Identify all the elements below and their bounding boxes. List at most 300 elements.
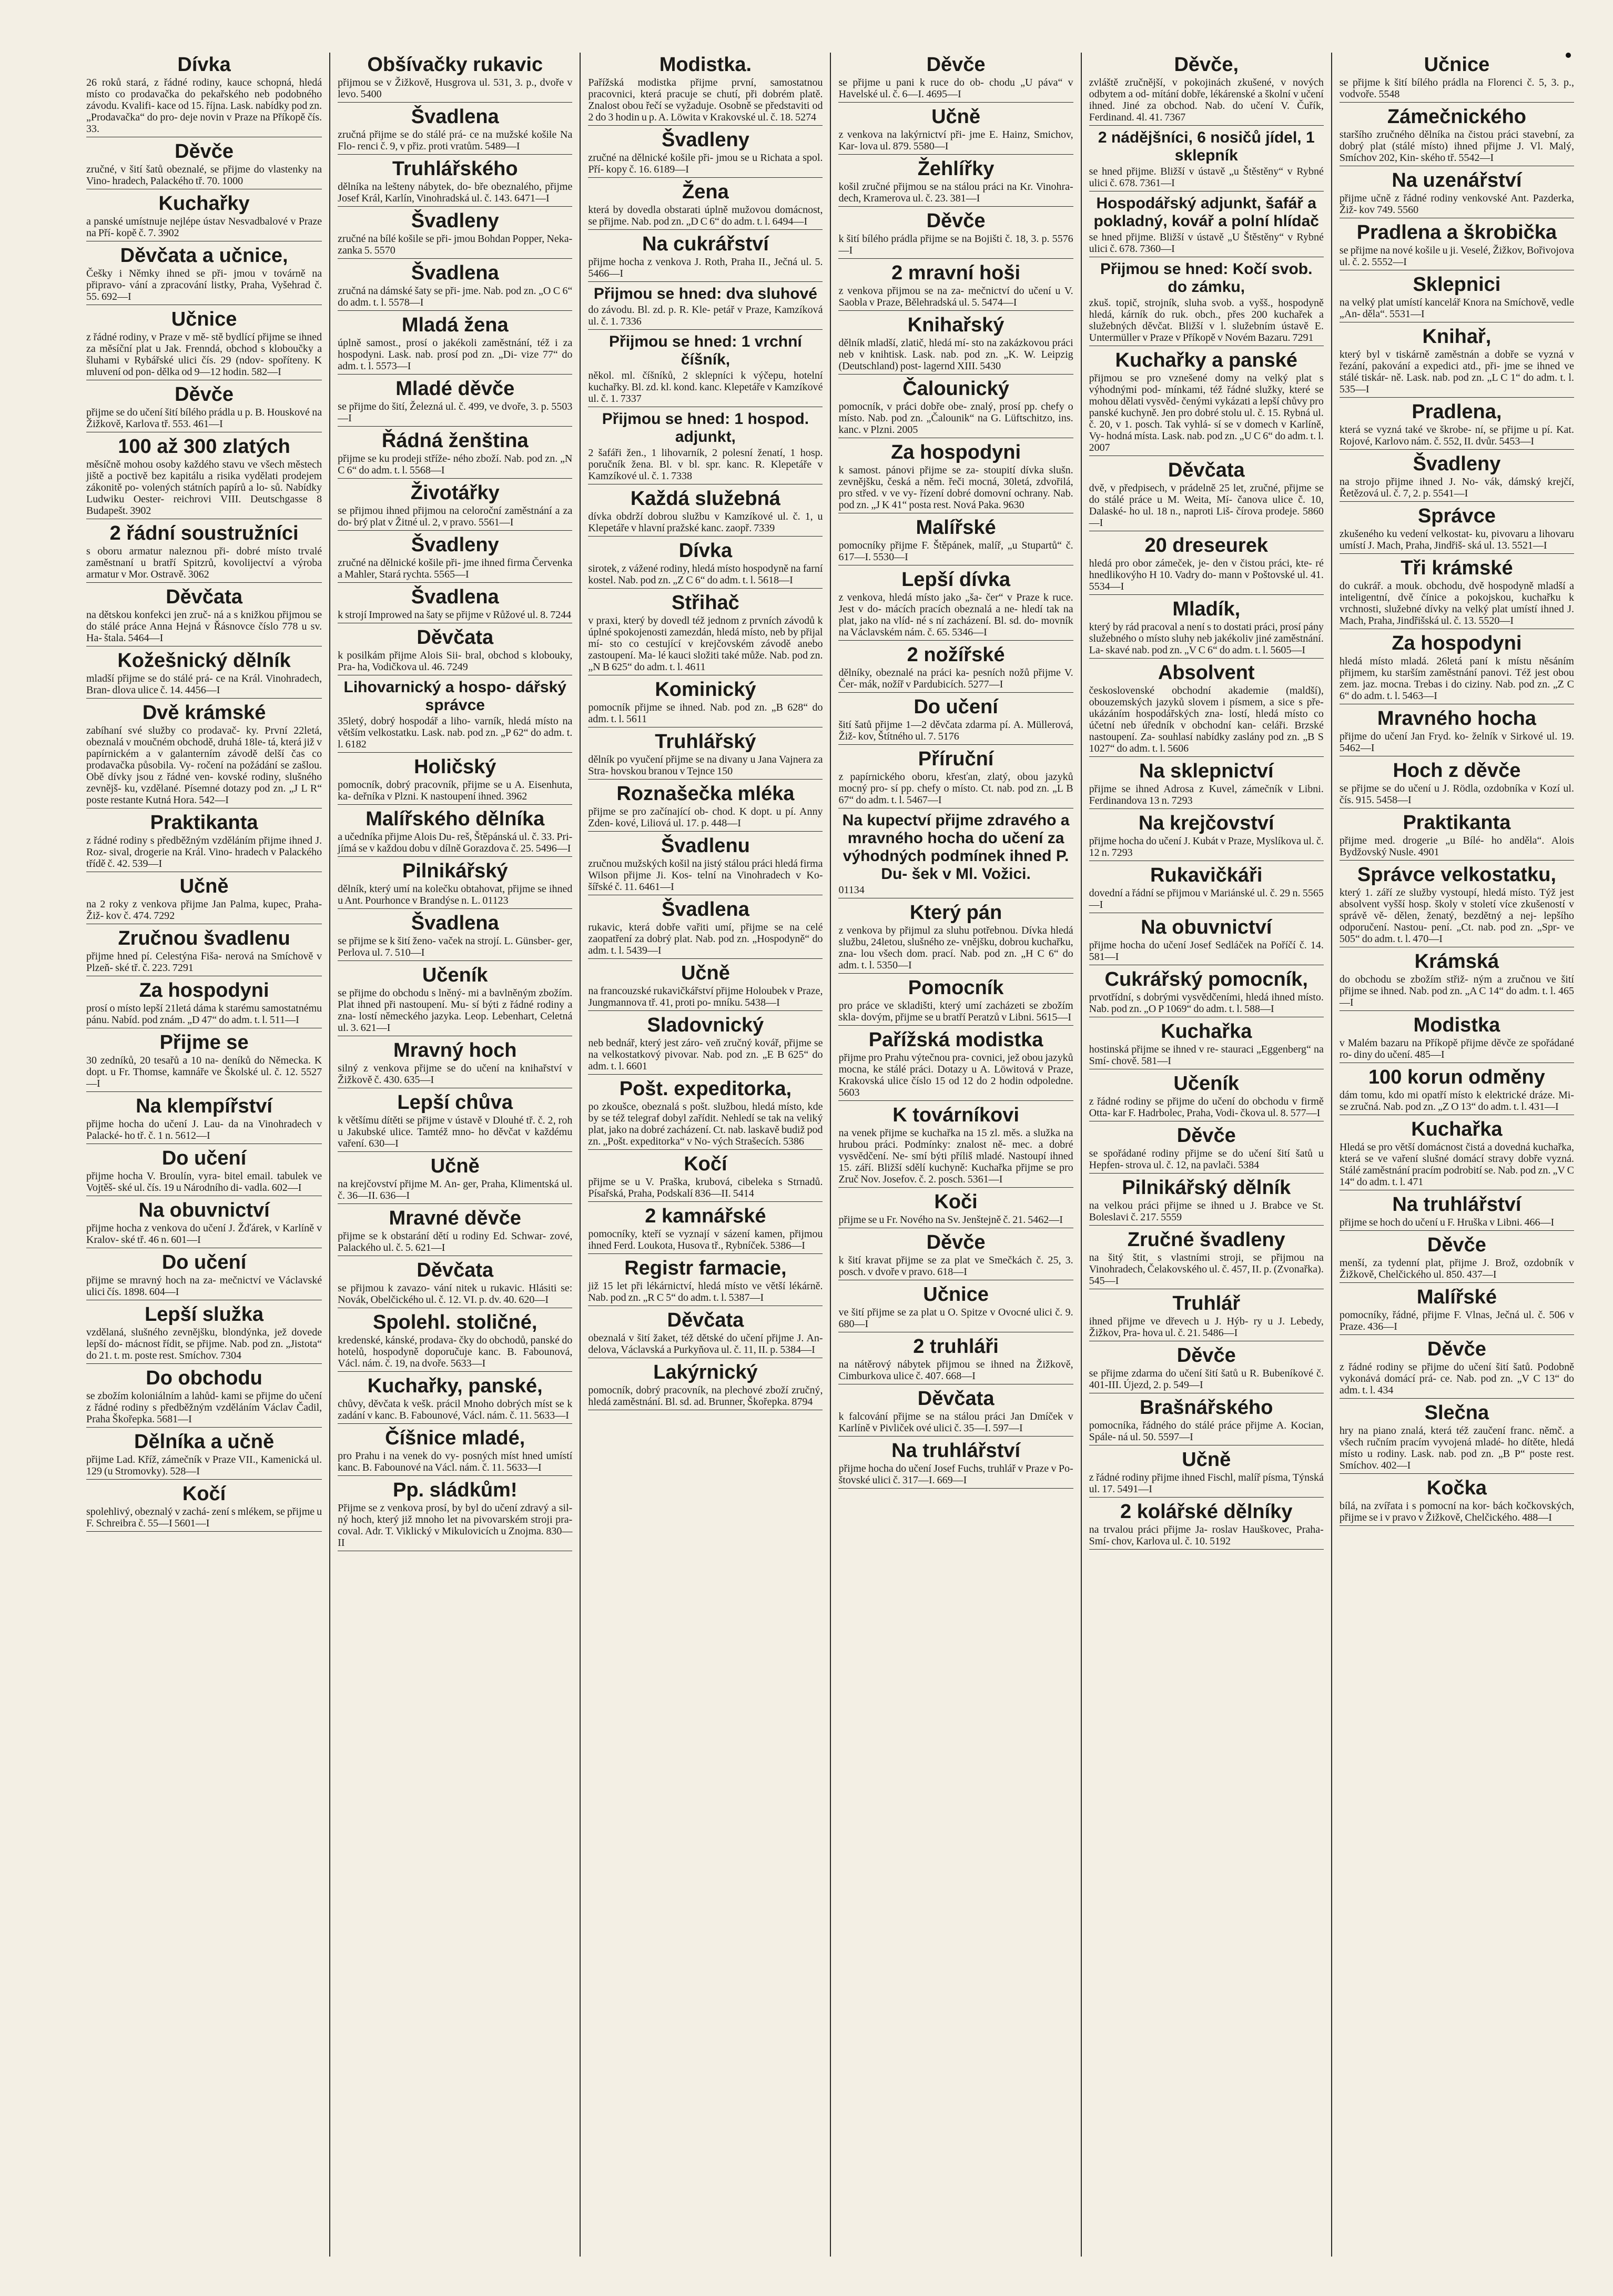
classified-ad xyxy=(588,679,823,727)
ad-body: na strojo přijme ihned J. No- vák, dámský krejčí, Řetězová ul. č. 7, 2. p. 5541—I xyxy=(1339,476,1574,499)
ad-body: pro práce ve skladišti, který umí zacházeti se zbožím skla- dovým, přijme se u bratří Peratzů v Libni. 5615—I xyxy=(838,1000,1073,1023)
classified-ad xyxy=(838,210,1073,259)
column-3 xyxy=(580,53,830,2257)
classified-ad xyxy=(1089,598,1324,659)
ad-heading: 20 dreseurek xyxy=(1144,534,1268,557)
classified-ad xyxy=(1089,1501,1324,1550)
ad-body: pomocníky, kteří se vyznají v sázení kamen, přijmou ihned Ferd. Loukota, Husova tř., Rybníček. 5386—I xyxy=(588,1228,823,1251)
ad-body: 01134 xyxy=(838,884,865,896)
classified-ad xyxy=(1340,505,1574,554)
classified-ad xyxy=(1340,1193,1574,1231)
ad-heading: Učně xyxy=(1182,1449,1231,1471)
classified-ad xyxy=(588,835,823,895)
ad-heading: Krámská xyxy=(1414,950,1499,973)
classified-ad xyxy=(338,912,572,961)
ad-body: z venkova by přijmul za sluhu potřebnou. Dívka hledá službu, 24letou, slušného ze- vnějšku, dobrou kuchařku, zna- lou všech dom. prací. Nab. pod zn. „H C 6“ do adm. t. l. 5350—I xyxy=(838,925,1073,971)
ad-body: se spořádané rodiny přijme se do učení šití šatů u Hepfen- strova ul. č. 12, na pavlači. 5384 xyxy=(1089,1148,1324,1171)
ad-body: silný z venkova přijme se do učení na knihařství v Žižkově č. 430. 635—I xyxy=(338,1063,573,1086)
classified-ad xyxy=(86,586,322,646)
ad-body: šití šatů přijme 1—2 děvčata zdarma pí. A. Müllerová, Žiž- kov, Štítného ul. 7. 5176 xyxy=(838,719,1073,742)
classified-ad xyxy=(838,812,1073,898)
ad-heading: 2 nádějšníci, 6 nosičů jídel, 1 sklepník xyxy=(1098,129,1315,164)
ad-body: přijme se u Fr. Nového na Sv. Jenštejně č. 21. 5462—I xyxy=(838,1214,1063,1226)
ad-body: hledá pro obor zámeček, je- den v čistou práci, kte- ré hnedlikovýho H 10. Vadry do- mann v Poštovské ul. 41. 5534—I xyxy=(1089,558,1324,592)
classified-ad xyxy=(588,1078,823,1150)
ad-heading: Modistka. xyxy=(659,54,752,76)
ad-heading: Truhlářského xyxy=(392,158,518,180)
classified-ad xyxy=(338,534,572,583)
ad-body: na šitý štit, s vlastními stroji, se přijmou na Vinohradech, Čelakovského ul. č. 457, II. p. (Zvonařka). 545—I xyxy=(1089,1252,1324,1287)
ad-body: 30 zedníků, 20 tesařů a 10 na- deníků do Německa. K dopt. u Fr. Thomse, kamnáře ve Školské ul. č. 12. 5527—I xyxy=(86,1055,322,1089)
classified-ad xyxy=(86,1303,322,1364)
classified-ad xyxy=(1089,1292,1324,1341)
ad-heading: Učně xyxy=(430,1155,480,1177)
ad-body: na velkou práci přijme se ihned u J. Brabce ve St. Boleslavi č. 217. 5559 xyxy=(1089,1200,1324,1223)
classified-ad xyxy=(1089,1125,1324,1174)
ad-body: dělník, který umí na kolečku obtahovat, přijme se ihned u Ant. Pourhonce v Brandýse n. L. 01123 xyxy=(338,883,573,906)
classified-ad xyxy=(338,964,572,1036)
ad-body: pomocník přijme se ihned. Nab. pod zn. „B 628“ do adm. t. l. 5611 xyxy=(588,702,823,725)
classified-ad xyxy=(588,129,823,178)
ad-body: měsíčně mohou osoby každého stavu ve všech městech jiště a poctivě bez kapitálu a risika vydělati prodejem zákonitě po- volených státních papírů a lo- sů. Nabídky Ludwiku Oester- reichrovi VIII. Deutschgasse 8 Budapešt. 3902 xyxy=(86,459,322,517)
classified-ad xyxy=(1340,54,1574,103)
ad-heading: 2 mravní hoši xyxy=(891,262,1021,284)
ad-heading: Který pán xyxy=(909,902,1002,924)
ad-body: spolehlivý, obeznalý v zachá- zení s mlékem, se přijme u F. Schreibra č. 55—I 5601—I xyxy=(86,1506,322,1529)
ad-heading: Do učení xyxy=(161,1251,247,1273)
classified-ad xyxy=(838,1388,1073,1437)
ad-heading: Na cukrářství xyxy=(642,233,769,255)
ad-heading: Mladík, xyxy=(1172,598,1241,620)
ad-body: bílá, na zvířata i s pomocní na kor- bách kočkovských, přijme se i v pravo v Žižkově, Chelčického. 488—I xyxy=(1339,1500,1574,1523)
ad-heading: Malířského dělníka xyxy=(366,808,545,830)
classified-ad xyxy=(588,783,823,832)
ad-body: dělníky, obeznalé na práci ka- pesních nožů přijme V. Čer- mák, nožíř v Pardubicích. 5277—I xyxy=(838,667,1073,690)
ad-body: košil zručné přijmou se na stálou práci na Kr. Vinohra- dech, Kramerova ul. č. 23. 381—I xyxy=(838,181,1073,204)
ad-body: pomocník, dobrý pracovník, přijme se u A. Eisenhuta, ka- deřníka v Plzni. K nastoupení ihned. 3962 xyxy=(338,779,573,802)
classified-ad xyxy=(86,1483,322,1532)
ad-heading: Děvče xyxy=(926,1231,986,1253)
classified-ad xyxy=(1089,349,1324,456)
classified-ad xyxy=(1340,1066,1574,1115)
ad-heading: Kuchařka xyxy=(1411,1118,1503,1140)
ad-body: na francouzské rukavičkářství přijme Holoubek v Praze, Jungmannova tř. 41, proti po- mníku. 5438—I xyxy=(588,985,823,1008)
ad-body: obeznalá v šití žaket, též dětské do učení přijme J. An- delova, Václavská a Purkyňova ul. č. 11, II. p. 5384—I xyxy=(588,1332,823,1356)
ad-body: zručnou mužských košil na jistý stálou práci hledá firma Wilson přijme Ji. Kos- telní na Vinohradech v Ko- šířské č. 11. 6461—I xyxy=(588,858,823,893)
classified-ad xyxy=(86,1431,322,1480)
classified-ad xyxy=(838,314,1073,375)
corner-dot-icon xyxy=(1566,53,1571,58)
classified-ad xyxy=(838,1104,1073,1188)
column-1 xyxy=(79,53,329,2257)
ad-heading: Čalounický xyxy=(902,378,1009,400)
classified-ad xyxy=(86,1147,322,1196)
ad-heading: Slečna xyxy=(1424,1402,1489,1424)
ad-heading: Sklepnici xyxy=(1413,274,1501,296)
classified-ad xyxy=(338,756,572,805)
ad-heading: Číšnice mladé, xyxy=(385,1427,525,1449)
ad-body: do závodu. Bl. zd. p. R. Kle- petář v Praze, Kamzíková ul. č. 1. 7336 xyxy=(588,304,823,327)
ad-heading: Na sklepnictví xyxy=(1139,760,1274,782)
classified-ad xyxy=(1340,1118,1574,1190)
classified-ad xyxy=(838,262,1073,311)
ad-body: z řádné rodiny se přijme do učení šití šatů. Podobně vykonává domácí prá- ce. Nab. pod zn. „V C 13“ do adm. t. l. 434 xyxy=(1339,1361,1574,1396)
ad-body: zručné na dělnické košile při- jme ihned firma Červenka a Mahler, Stará rychta. 5565—I xyxy=(338,557,573,580)
classified-ad xyxy=(588,1014,823,1075)
ad-body: a panské umístnuje nejlépe ústav Nesvadbalové v Praze na Pří- kopě č. 7. 3902 xyxy=(86,216,322,239)
classified-ad xyxy=(838,977,1073,1026)
ad-heading: Děvče xyxy=(1176,1125,1236,1147)
ad-heading: Děvče xyxy=(1176,1344,1236,1367)
ad-heading: Knihař, xyxy=(1422,326,1492,348)
ad-heading: Dělníka a učně xyxy=(134,1431,275,1453)
ad-heading: Zručnou švadlenu xyxy=(118,927,290,949)
classified-ad xyxy=(1340,1402,1574,1474)
classified-ad xyxy=(588,962,823,1011)
classified-ad xyxy=(338,482,572,531)
ad-body: přijme hocha V. Broulín, vyra- bitel email. tabulek ve Vojtěš- ské ul. čís. 19 u Národního di- vadla. 602—I xyxy=(86,1170,322,1193)
ad-body: pomocníka, řádného do stálé práce přijme A. Kocian, Spále- ná ul. 50. 5597—I xyxy=(1089,1420,1324,1443)
classified-ad xyxy=(86,875,322,924)
ad-body: staršího zručného dělníka na čistou práci stavební, za dobrý plat (stálé místo) ihned přijme J. Vl. Malý, Smíchov 202, Kin- ského tř. 5542—I xyxy=(1339,129,1574,164)
classified-ad xyxy=(588,285,823,330)
ad-body: dívka obdrží dobrou službu v Kamzíkové ul. č. 1, u Klepetáře v hlavní pražské kanc. zaopř. 7339 xyxy=(588,511,823,534)
ad-body: k šití bílého prádla přijme se na Bojišti č. 18, 3. p. 5576—I xyxy=(838,233,1073,256)
ad-heading: Děvče xyxy=(926,210,986,232)
ad-heading: Pradlena, xyxy=(1412,401,1502,423)
classified-ad xyxy=(1089,260,1324,346)
ad-heading: Na truhlářství xyxy=(891,1440,1021,1462)
ad-heading: Švadlena xyxy=(411,586,499,608)
ad-body: se přijme do obchodu s lněný- mi a bavlněným zbožím. Plat ihned při nastoupení. Mu- sí býti z řádné rodiny a zna- lostí německého jazyka. Leop. Lebenhart, Celetná ul. 3. 621—I xyxy=(338,987,573,1034)
classified-ad xyxy=(338,860,572,909)
ad-heading: Zručné švadleny xyxy=(1127,1229,1285,1251)
classified-ad xyxy=(1089,1073,1324,1121)
ad-body: dělníka na lešteny nábytek, do- bře obeznalého, přijme Josef Král, Karlín, Vinohradská ul. č. 143. 6471—I xyxy=(338,181,573,204)
classified-ad xyxy=(86,702,322,808)
classified-ad xyxy=(838,1231,1073,1280)
ad-body: se hned přijme. Bližší v ústavě „u Štěstěny“ v Rybné ulici č. 678. 7361—I xyxy=(1089,166,1324,189)
classified-ad xyxy=(838,902,1073,974)
classified-ad xyxy=(86,522,322,583)
ad-columns xyxy=(79,53,1581,2257)
ad-heading: Děvče xyxy=(175,140,234,163)
ad-body: 26 roků stará, z řádné rodiny, kauce schopná, hledá místo co prodavačka do pekařského neb podobného závodu. Kvalifi- kace od 15. října. Lask. nabídky pod zn. „Prodavačka“ do pro- deje novin v Praze na Příkopě čís. 33. xyxy=(86,77,322,135)
classified-ad xyxy=(1089,812,1324,861)
classified-ad xyxy=(588,181,823,230)
ad-heading: Kuchařka xyxy=(1161,1020,1252,1043)
ad-heading: Mladé děvče xyxy=(395,378,515,400)
ad-body: k posilkám přijme Alois Sii- bral, obchod s klobouky, Pra- ha, Vodičkova ul. 46. 7249 xyxy=(338,650,573,673)
classified-ad xyxy=(338,158,572,207)
ad-heading: Do učení xyxy=(161,1147,247,1169)
classified-ad xyxy=(338,1207,572,1256)
classified-ad xyxy=(338,314,572,375)
ad-body: na venek přijme se kuchařka na 15 zl. měs. a služka na hrubou práci. Podmínky: znalost ně- mec. a dobré vysvědčení. Ne- smí býti příliš mladé. Nastoupí ihned 15. září. Bližší sdělí kuchyně: Kuchařka přijme se pro Zruč Nov. Josefov. č. 2. posch. 5361—I xyxy=(838,1127,1073,1185)
ad-body: přijme hocha z venkova do učení J. Žďárek, v Karlíně v Kralov- ské tř. 46 n. 601—I xyxy=(86,1222,322,1246)
classified-ad xyxy=(1340,557,1574,629)
classified-ad xyxy=(1340,760,1574,808)
ad-heading: Do učení xyxy=(914,696,998,718)
ad-heading: Střihač xyxy=(671,592,739,614)
ad-heading: 2 kolářské dělníky xyxy=(1120,1501,1293,1523)
ad-body: na nátěrový nábytek přijmou se ihned na Žižkově, Cimburkova ulice č. 407. 668—I xyxy=(838,1359,1073,1382)
ad-heading: Mravné děvče xyxy=(389,1207,521,1229)
ad-body: rukavic, která dobře vařiti umí, přijme se na celé zaopatření za dobrý plat. Nab. pod zn. „Hospodyně“ do adm. t. l. 5439—I xyxy=(588,922,823,956)
classified-ad xyxy=(338,378,572,427)
classified-ad xyxy=(338,262,572,311)
classified-ad xyxy=(1340,326,1574,398)
ad-heading: Dívka xyxy=(177,54,231,76)
classified-ad xyxy=(1340,1014,1574,1063)
ad-heading: Brašnářského xyxy=(1140,1397,1273,1419)
ad-body: přijme hocha do učení J. Lau- da na Vinohradech v Palacké- ho tř. č. 1 n. 5612—I xyxy=(86,1118,322,1141)
ad-body: přijme se do učení šití bílého prádla u p. B. Houskové na Žižkově, Karlova tř. 553. 461—I xyxy=(86,407,322,430)
ad-heading: Dvě krámské xyxy=(142,702,266,724)
ad-body: z řádné rodiny přijme ihned Fischl, malíř písma, Týnská ul. 17. 5491—I xyxy=(1089,1472,1324,1495)
ad-heading: Hoch z děvče xyxy=(1393,760,1521,782)
classified-ad xyxy=(1340,453,1574,502)
ad-heading: Roznašečka mléka xyxy=(616,783,795,805)
classified-ad xyxy=(1089,1449,1324,1498)
ad-body: přijme pro Prahu výtečnou pra- covnici, jež obou jazyků mocna, ke stálé práci. Dotazy u A. Löwitová v Praze, Krakovská ulice číslo 15 od 12 do 2 hodin odpoledne. 5603 xyxy=(838,1052,1073,1098)
classified-ad xyxy=(338,1311,572,1372)
ad-body: kredenské, kánské, prodava- čky do obchodů, panské do hotelů, hospodyně doporučuje kanc. B. Fabounová, Václ. nám. č. 19, na dvoře. 5633—I xyxy=(338,1334,573,1369)
classified-ad xyxy=(86,245,322,305)
classified-ad xyxy=(338,1479,572,1551)
ad-body: někol. ml. číšníků, 2 sklepníci k výčepu, hotelní kuchařky. Bl. zd. kl. kond. kanc. Klepetáře v Kamzíkové ul. č. 1. 7337 xyxy=(588,370,823,404)
ad-body: dělník po vyučení přijme se na divany u Jana Vajnera za Stra- hovskou branou v Tejnce 150 xyxy=(588,754,823,777)
ad-heading: Přijmou se hned: 1 vrchní číšník, xyxy=(609,333,802,368)
ad-heading: Cukrářský pomocník, xyxy=(1104,968,1308,990)
ad-body: se přijme se k šití ženo- vaček na strojí. L. Günsber- ger, Perlova ul. 7. 510—I xyxy=(338,935,573,958)
ad-body: z řádné rodiny se přijme do učení do obchodu v firmě Otta- kar F. Hadrbolec, Praha, Vodi- čkova ul. 8. 577—I xyxy=(1089,1096,1324,1119)
column-5 xyxy=(1081,53,1331,2257)
ad-body: do cukrář. a mouk. obchodu, dvě hospodyně mladší a inteligentní, dvě čínice a pokojskou, kuchařku k vrchnosti, služebné dívky na velký plat umístí ihned J. Mach, Praha, Jindřišská ul. č. 13. 5520—I xyxy=(1339,580,1574,626)
ad-body: z řádné rodiny, v Praze v mě- stě bydlící přijme se ihned za měsíční plat u Jak. Frenndá, obchod s kloboučky a šluhami v Rybářské ulici čís. 29 (ndov- spoříteny. K mluvení od pon- dělka od 9—12 hodin. 582—I xyxy=(86,331,322,378)
ad-heading: Kočka xyxy=(1426,1477,1487,1499)
ad-body: který byl v tiskárně zaměstnán a dobře se vyzná v řezání, pakování a expedici atd., při- jme se ihned ve stálé tiskár- ně. Lask. nab. pod zn. „L C 1“ do adm. t. l. 535—I xyxy=(1339,349,1574,395)
classified-ad xyxy=(1340,1234,1574,1283)
ad-body: se přijme se do učení u J. Rödla, ozdobníka v Kozí ul. čís. 915. 5458—I xyxy=(1339,783,1574,806)
ad-body: Češky i Němky ihned se při- jmou v továrně na připravo- vání a zpracování listky, Praha, Vyšehrad č. 55. 692—I xyxy=(86,268,322,302)
classified-ad xyxy=(588,1257,823,1306)
ad-heading: Na kupectví přijme zdravého a mravného hocha do učení za výhodných podmínek ihned P. Du- šek v Ml. Vožici. xyxy=(842,812,1070,883)
ad-heading: 100 až 300 zlatých xyxy=(118,436,290,458)
ad-body: na dětskou konfekci jen zruč- ná a s knižkou přijmou se do stálé práce Anna Hejná v Řásnovce číslo 778 u sv. Ha- štala. 5464—I xyxy=(86,609,322,644)
ad-body: na velký plat umístí kancelář Knora na Smíchově, vedle „An- děla“. 5531—I xyxy=(1339,297,1574,320)
ad-heading: Učnice xyxy=(923,1283,989,1306)
ad-body: přijmou se v Žižkově, Husgrova ul. 531, 3. p., dvoře v levo. 5400 xyxy=(338,77,573,100)
ad-body: ihned přijme ve dřevech u J. Hýb- ry u J. Lebedy, Žižkov, Pra- hova ul. č. 21. 5486—I xyxy=(1089,1316,1324,1339)
ad-body: Hledá se pro větší domácnost čistá a dovedná kuchařka, která se ve vaření slušné domácí stravy dobře vyzná. Stálé zaměstnání pracím podrobití se. Nab. pod zn. „V C 14“ do adm. t. l. 471 xyxy=(1339,1141,1574,1188)
ad-heading: 2 nožířské xyxy=(907,644,1005,666)
ad-body: zkuš. topič, strojník, sluha svob. a vyšš., hospodyně hledá, kárník do ruk. obch., přes 200 kuchařek a služebných děvčat. Bližší v l. služebním ústavě E. Untermüller v Praze v Příkopě v Novém Bazaru. 7291 xyxy=(1089,297,1324,343)
ad-heading: Kuchařky a panské xyxy=(1115,349,1297,371)
ad-body: přijme Lad. Kříž, zámečník v Praze VII., Kamenická ul. 129 (u Stromovky). 528—I xyxy=(86,1454,322,1477)
ad-heading: Přijmou se hned: dva sluhové xyxy=(593,285,817,302)
classified-ad xyxy=(1089,1177,1324,1226)
classified-ad xyxy=(588,1153,823,1202)
ad-heading: Malířské xyxy=(916,517,996,539)
classified-ad xyxy=(838,1029,1073,1101)
ad-heading: Na krejčovství xyxy=(1138,812,1274,834)
ad-heading: Sladovnický xyxy=(647,1014,764,1036)
ad-heading: Děvče xyxy=(1427,1234,1486,1256)
ad-heading: Učně xyxy=(179,875,229,897)
ad-body: neb bednář, který jest záro- veň zručný kovář, přijme se na velkostatkový pivovar. Nab. pod zn. „E B 625“ do adm. t. l. 6601 xyxy=(588,1037,823,1072)
ad-heading: Děvčata xyxy=(917,1388,995,1410)
ad-body: z papírnického oboru, křesťan, zlatý, obou jazyků mocný pro- sí pp. chefy o místo. Ct. nab. pod zn. „L B 67“ do adm. t. l. 5467—I xyxy=(838,771,1073,806)
ad-body: a učedníka přijme Alois Du- reš, Štěpánská ul. č. 33. Pri- jímá se v každou dobu v dílně Gorazdova č. 25. 5496—I xyxy=(338,831,573,854)
ad-body: pomocník, v práci dobře obe- znalý, prosí pp. chefy o místo. Nab. pod zn. „Čalounik“ na G. Lüftschitzo, ins. kanc. v Plzni. 2005 xyxy=(838,401,1073,436)
ad-body: prvotřídní, s dobrými vysvědčeními, hledá ihned místo. Nab. pod zn. „O P 1069“ do adm. t. l. 588—I xyxy=(1089,992,1324,1015)
classified-ad xyxy=(588,540,823,589)
classified-ad xyxy=(588,488,823,537)
classified-ad xyxy=(838,644,1073,693)
ad-body: dělník mladší, zlatič, hledá mí- sto na zakázkovou práci neb v knihtisk. Lask. nab. pod zn. „K. W. Leipzig (Deutschland) post- lagernd XIII. 5430 xyxy=(838,337,1073,372)
ad-heading: Truhlářský xyxy=(655,731,756,753)
ad-body: do obchodu se zbožím střiž- ným a zručnou ve šití přijme se ihned. Nab. pod zn. „A C 14“ do adm. t. l. 465—I xyxy=(1339,974,1574,1008)
ad-body: vzdělaná, slušného zevnějšku, blondýnka, jež dovede lepší do- mácnost řídit, se přijme. Nab. pod zn. „Jistota“ do 21. t. m. poste rest. Smíchov. 7304 xyxy=(86,1327,322,1361)
classified-ad xyxy=(838,1336,1073,1384)
ad-heading: Na uzenářství xyxy=(1392,169,1522,191)
ad-body: přijme učně z řádné rodiny venkovské Ant. Pazderka, Žiž- kov 749. 5560 xyxy=(1339,193,1574,216)
classified-ad xyxy=(1340,169,1574,218)
ad-heading: Děvčata xyxy=(166,586,242,608)
ad-body: se hned přijme. Bližší v ústavě „U Štěstěny“ v Rybné ulici č. 678. 7360—I xyxy=(1089,231,1324,255)
ad-heading: 2 truhláři xyxy=(913,1336,999,1358)
ad-heading: Švadlenu xyxy=(661,835,750,857)
classified-ad xyxy=(338,106,572,155)
classified-ad xyxy=(1089,129,1324,191)
classified-ad xyxy=(1089,1020,1324,1069)
ad-body: na 2 roky z venkova přijme Jan Palma, kupec, Praha-Žiž- kov č. 474. 7292 xyxy=(86,898,322,922)
classified-ad xyxy=(338,1155,572,1204)
ad-heading: Hospodářský adjunkt, šafář a pokladný, kovář a polní hlídač xyxy=(1093,195,1319,230)
ad-heading: Učeník xyxy=(422,964,488,986)
ad-heading: Kominický xyxy=(655,679,756,701)
classified-ad xyxy=(838,1440,1073,1489)
classified-ad xyxy=(588,233,823,282)
classified-ad xyxy=(338,430,572,479)
ad-heading: Modistka xyxy=(1413,1014,1500,1036)
ad-body: přijme se ihned Adrosa z Kuvel, zámečník v Libni. Ferdinandova 13 n. 7293 xyxy=(1089,783,1324,806)
ad-heading: Dívka xyxy=(678,540,733,562)
ad-body: se přijme do šití, Železná ul. č. 499, ve dvoře, 3. p. 5503—I xyxy=(338,401,573,424)
classified-ad xyxy=(588,410,823,484)
ad-body: přijme hocha do učení Josef Sedláček na Poříčí č. 14. 581—I xyxy=(1089,939,1324,963)
ad-heading: Učnice xyxy=(171,308,237,330)
classified-ad xyxy=(1089,1397,1324,1445)
classified-ad xyxy=(1340,950,1574,1011)
ad-body: z venkova, hledá místo jako „ša- čer“ v Praze k ruce. Jest v do- mácích pracích obeznalá a ne- hledí tak na plat, jako na vlíd- né s ní zacházení. Bl. sd. do- movník na Václavském nám. č. 65. 5346—I xyxy=(838,592,1073,638)
classified-ad xyxy=(838,569,1073,641)
ad-body: která by dovedla obstarati úplně mužovou domácnost, se přijme. Nab. pod zn. „D C 6“ do adm. t. l. 6494—I xyxy=(588,204,823,227)
classified-ad xyxy=(1340,106,1574,166)
ad-body: hostinská přijme se ihned v re- stauraci „Eggenberg“ na Smí- chově. 581—I xyxy=(1089,1044,1324,1067)
ad-body: k samost. pánovi přijme se za- stoupití dívka slušn. zevnějšku, česká a něm. řeči mocná, 30letá, zdvořilá, pro střed. v ve vy- řízení dobré domovní ochrany. Nab. pod zn. „J K 41“ posta rest. Nová Paka. 9630 xyxy=(838,464,1073,511)
ad-heading: Každá služebná xyxy=(630,488,780,510)
column-6 xyxy=(1331,53,1581,2257)
ad-body: zručné, v šití šatů obeznalé, se přijme do vlastenky na Vino- hradech, Palackého tř. 70. 1000 xyxy=(86,164,322,187)
classified-ad xyxy=(86,927,322,976)
ad-heading: Pradlena a škrobička xyxy=(1356,221,1557,244)
ad-body: přijme hned pí. Celestýna Fiša- nerová na Smíchově v Plzeň- ské tř. č. 223. 7291 xyxy=(86,950,322,974)
classified-ad xyxy=(838,1191,1073,1228)
ad-body: přijme se hoch do učení u F. Hruška v Libni. 466—I xyxy=(1339,1217,1555,1228)
ad-body: zručné na bílé košile se při- jmou Bohdan Popper, Neka- zanka 5. 5570 xyxy=(338,233,573,256)
ad-heading: Lepší chůva xyxy=(397,1091,513,1114)
ad-body: který 1. září ze služby vystoupí, hledá místo. Týž jest absolvent vyšší hosp. školy v století více zkušeností v správě vě- dělen, ženatý, bezdětný a nej- lepšího odporučení. Nastou- pení. „Ct. nab. pod zn. „Spr- ve 505“ do adm. t. l. 470—I xyxy=(1339,887,1574,945)
ad-heading: Koči xyxy=(934,1191,978,1213)
ad-body: již 15 let při lékárnictví, hledá místo ve větší lékárně. Nab. pod zn. „R C 5“ do adm. t. l. 5387—I xyxy=(588,1280,823,1303)
ad-heading: Obšívačky rukavic xyxy=(367,54,543,76)
ad-heading: Na obuvnictví xyxy=(138,1199,270,1221)
ad-body: po zkoušce, obeznalá s pošt. službou, hledá místo, kde by se též telegraf dobyl zařídit. Nehledí se tak na veliký plat, jako na dobré zacházení. Ct. nab. laskavě budiž pod zn. „Pošt. expeditorka“ v No- vých Strašecích. 5386 xyxy=(588,1101,823,1147)
classified-ad xyxy=(86,650,322,699)
ad-body: zručná na dámské šaty se při- jme. Nab. pod zn. „O C 6“ do adm. t. l. 5578—I xyxy=(338,285,573,308)
ad-heading: K továrníkovi xyxy=(892,1104,1019,1126)
classified-ad xyxy=(838,158,1073,207)
column-4 xyxy=(830,53,1080,2257)
ad-body: se přijmou ihned přijmou na celoroční zaměstnání a za do- brý plat v Žitné ul. 2, v pravo. 5561—I xyxy=(338,505,573,528)
ad-body: přijme se k obstarání dětí u rodiny Ed. Schwar- zové, Palackého ul. č. 5. 621—I xyxy=(338,1230,573,1253)
classified-ad xyxy=(86,1199,322,1248)
ad-body: prosí o místo lepší 21letá dáma k starému samostatnému pánu. Nabíd. pod znám. „D 47“ do adm. t. l. 511—I xyxy=(86,1003,322,1026)
classified-ad xyxy=(86,140,322,189)
ad-heading: Za hospodyni xyxy=(1392,632,1522,654)
ad-body: přijme se mravný hoch na za- mečnictví ve Václavské ulici čís. 1898. 604—I xyxy=(86,1275,322,1298)
ad-heading: Kuchařky, panské, xyxy=(367,1375,543,1397)
ad-body: 2 šafáři žen., 1 lihovarník, 2 polesní ženatí, 1 hosp. poručník žena. Bl. v bl. spr. kanc. R. Klepetáře v Kamzíkové ul. č. 1. 7338 xyxy=(588,447,823,482)
ad-heading: Přijme se xyxy=(159,1031,249,1054)
ad-heading: Přijmou se hned: Kočí svob. do zámku, xyxy=(1100,260,1313,296)
classified-ad xyxy=(588,54,823,126)
ad-body: zručné na dělnické košile při- jmou se u Richata a spol. Pří- kopy č. 16. 6189—I xyxy=(588,152,823,175)
ad-heading: Absolvent xyxy=(1158,662,1255,684)
classified-ad xyxy=(1089,459,1324,531)
ad-body: přijme do učení Jan Fryd. ko- želník v Sirkové ul. 19. 5462—I xyxy=(1339,731,1574,754)
ad-body: pro Prahu i na venek do vy- posných míst hned umístí kanc. B. Fabounové na Václ. nám. č. 11. 5633—I xyxy=(338,1450,573,1473)
ad-body: z venkova přijmou se na za- mečnictví do učení u V. Saobla v Praze, Bělehradská ul. 5. 5474—I xyxy=(838,285,1073,308)
ad-heading: Tři krámské xyxy=(1401,557,1513,579)
ad-body: k falcování přijme se na stálou práci Jan Dmíček v Karlíně v Pivliček ové ulici č. 35—I. 597—I xyxy=(838,1411,1073,1434)
ad-heading: Učně xyxy=(931,106,981,128)
classified-ad xyxy=(838,696,1073,745)
ad-heading: Švadleny xyxy=(1413,453,1501,475)
ad-body: přijme hocha z venkova J. Roth, Praha II., Ječná ul. 5. 5466—I xyxy=(588,256,823,279)
ad-body: z řádné rodiny s předběžným vzděláním přijme ihned J. Roz- sival, drogerie na Král. Vino- hradech v Palackého třídě č. 42. 539—I xyxy=(86,835,322,869)
ad-heading: Příruční xyxy=(918,748,994,770)
classified-ad xyxy=(588,333,823,407)
ad-body: zabíhaní své služby co prodavač- ky. První 22letá, obeznalá v moučném obchodě, druhá 18le- tá, která již v papírnickém a v galanterním závodě delší čas co prodavačka působila. Vy- ročení na požádání se zašlou. Obě dívky jsou z řádné ven- kovské rodiny, slušného zevnějš- ku, vzdělané. Písemné dotazy pod zn. „J L R“ poste restante Kutná Hora. 542—I xyxy=(86,725,322,806)
ad-heading: Správce xyxy=(1417,505,1496,527)
ad-body: přijme se ku prodeji stříže- ného zboží. Nab. pod zn. „N C 6“ do adm. t. l. 5568—I xyxy=(338,453,573,476)
classified-ad xyxy=(338,1259,572,1308)
ad-heading: Lihovarnický a hospo- dářský správce xyxy=(343,679,566,714)
ad-body: přijme hocha do učení Josef Fuchs, truhlář v Praze v Po- štovské ulici č. 317—I. 669—I xyxy=(838,1463,1073,1486)
ad-body: pomocníky, řádné, přijme F. Vlnas, Ječná ul. č. 506 v Praze. 436—I xyxy=(1339,1309,1574,1332)
classified-ad xyxy=(838,378,1073,438)
ad-body: pomocníky přijme F. Štěpánek, malíř, „u Stupartů“ č. 617—I. 5530—I xyxy=(838,540,1073,563)
ad-heading: Švadlena xyxy=(411,912,499,934)
ad-body: zručná přijme se do stálé prá- ce na mužské košile Na Flo- renci č. 9, v přiz. proti vratům. 5489—I xyxy=(338,129,573,152)
ad-heading: Mladá žena xyxy=(401,314,509,336)
ad-body: 35letý, dobrý hospodář a liho- varník, hledá místo na větším velkostatku. Lask. nab. pod zn. „P 62“ do adm. t. l. 6182 xyxy=(338,715,573,750)
ad-body: menší, za tydenní plat, přijme J. Brož, ozdobník v Žižkově, Chelčického ul. 850. 437—I xyxy=(1339,1257,1574,1280)
ad-heading: Řádná ženština xyxy=(381,430,529,452)
